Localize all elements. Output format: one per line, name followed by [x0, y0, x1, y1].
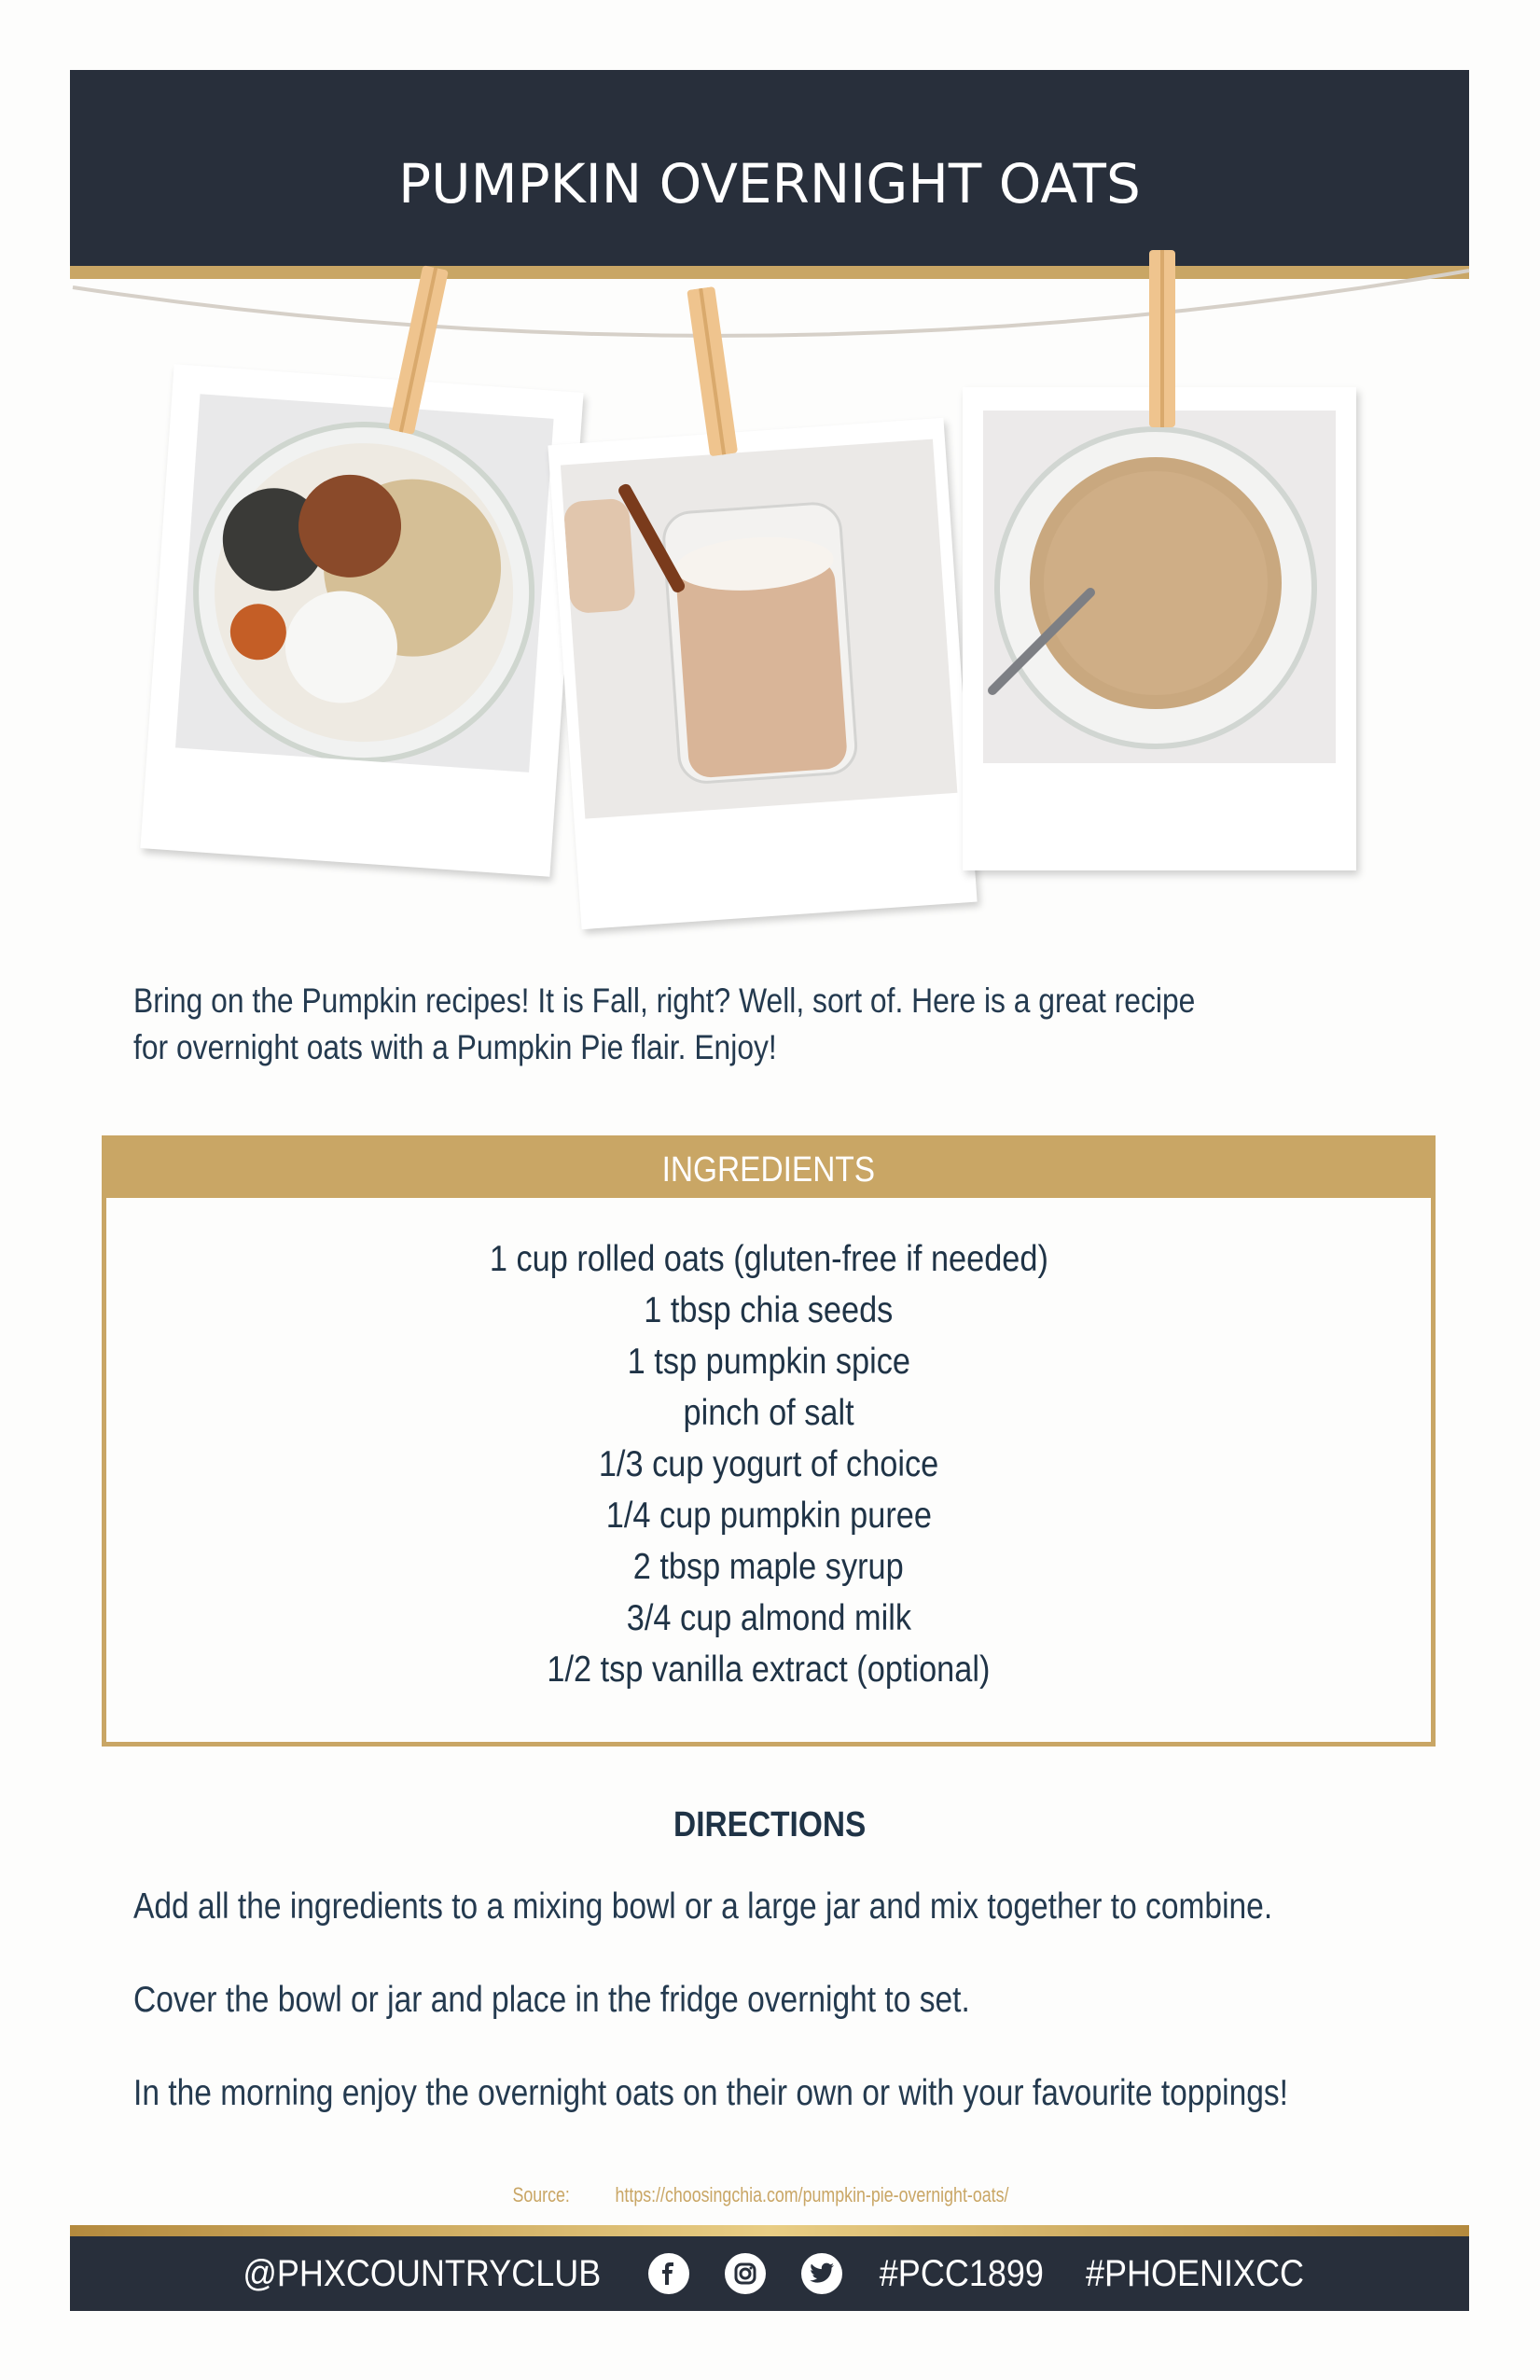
header-banner [70, 70, 1469, 266]
direction-step-3: In the morning enjoy the overnight oats on their own or with your favourite toppings! [133, 2073, 1288, 2113]
ingredients-list [106, 1233, 1431, 1695]
footer-hashtag-1: #PCC1899 [880, 2252, 1045, 2294]
photo-1-image [175, 394, 554, 772]
ingredients-heading: INGREDIENTS [106, 1140, 1431, 1198]
directions-heading: DIRECTIONS [673, 1805, 867, 1844]
photo-2 [548, 418, 977, 929]
twitter-icon[interactable] [801, 2253, 842, 2294]
ingredient-item: 3/4 cup almond milk [626, 1598, 911, 1638]
instagram-icon[interactable] [725, 2253, 766, 2294]
facebook-icon[interactable] [648, 2253, 689, 2294]
photo-2-image [561, 439, 958, 819]
direction-step-1: Add all the ingredients to a mixing bowl or a large jar and mix together to combine. [133, 1886, 1273, 1927]
ingredient-item: 1 tsp pumpkin spice [627, 1342, 910, 1382]
footer-hashtag-2: #PHOENIXCC [1086, 2252, 1305, 2294]
clothespin-icon [1145, 250, 1179, 432]
footer-bar [70, 2236, 1469, 2311]
source-line [0, 2183, 1540, 2207]
ingredient-item: 1/3 cup yogurt of choice [598, 1444, 939, 1484]
source-link[interactable]: https://choosingchia.com/pumpkin-pie-overnight-oats/ [615, 2183, 1009, 2206]
source-label: Source: [512, 2183, 570, 2206]
photo-3-image [983, 411, 1336, 763]
ingredient-item: pinch of salt [683, 1393, 854, 1433]
photo-1 [140, 364, 583, 876]
photo-3 [963, 387, 1356, 870]
ingredient-item: 1 tbsp chia seeds [644, 1290, 894, 1330]
ingredients-box [102, 1135, 1436, 1747]
ingredient-item: 1 cup rolled oats (gluten-free if needed) [489, 1239, 1048, 1279]
ingredient-item: 2 tbsp maple syrup [633, 1547, 904, 1587]
ingredient-item: 1/2 tsp vanilla extract (optional) [547, 1649, 991, 1690]
intro-text: Bring on the Pumpkin recipes! It is Fall, right? Well, sort of. Here is a great recipe for overnight oats with a Pumpkin Pie flair. Enjoy! [133, 981, 1196, 1066]
footer-gold-rule [70, 2225, 1469, 2236]
direction-step-2: Cover the bowl or jar and place in the fridge overnight to set. [133, 1980, 970, 2020]
page-title: PUMPKIN OVERNIGHT OATS [398, 152, 1141, 216]
ingredient-item: 1/4 cup pumpkin puree [605, 1496, 932, 1536]
footer-handle: @PHXCOUNTRYCLUB [243, 2252, 602, 2294]
